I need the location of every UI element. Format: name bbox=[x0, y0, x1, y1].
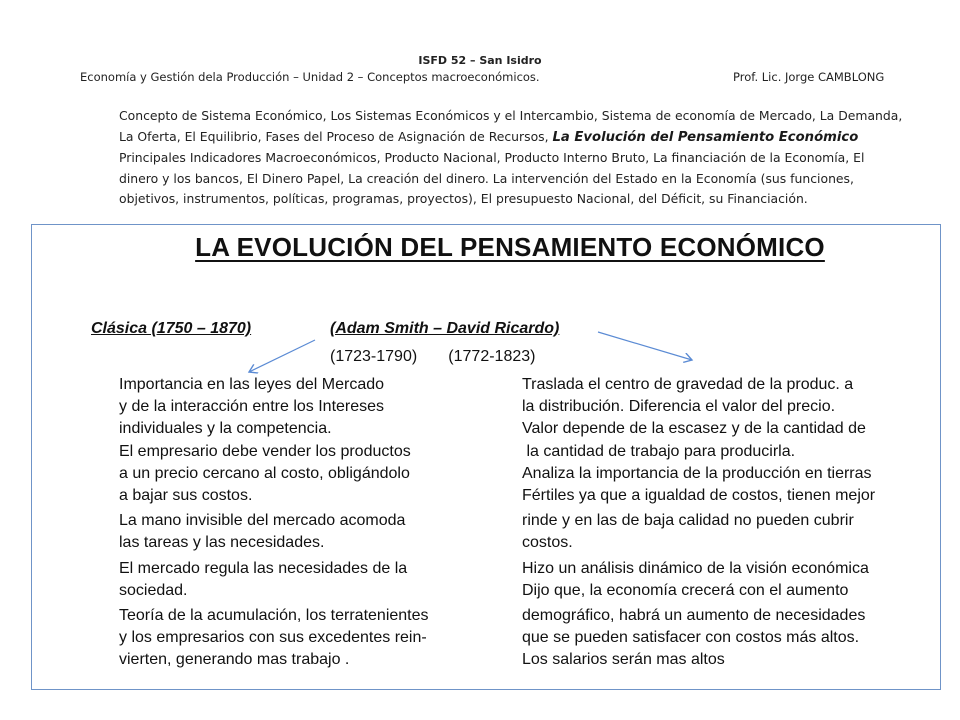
topics-line bbox=[119, 127, 944, 149]
ricardo-line: demográfico, habrá un aumento de necesidades bbox=[522, 607, 866, 625]
smith-paragraph bbox=[119, 558, 429, 602]
institution-title: ISFD 52 – San Isidro bbox=[418, 54, 542, 67]
topics-line: dinero y los bancos, El Dinero Papel, La creación del dinero. La intervención del Estado en la Economía (sus funciones, bbox=[119, 170, 854, 186]
smith-paragraph bbox=[119, 510, 429, 554]
ricardo-paragraph bbox=[522, 558, 875, 602]
ricardo-line: Traslada el centro de gravedad de la produc. a bbox=[522, 376, 854, 393]
topics-text: La Oferta, El Equilibrio, Fases del Proceso de Asignación de Recursos, bbox=[119, 128, 553, 144]
unit-topics bbox=[119, 106, 944, 210]
ricardo-line: Analiza la importancia de la producción en tierras bbox=[522, 464, 872, 482]
smith-line: individuales y la competencia. bbox=[119, 420, 332, 438]
smith-line: vierten, generando mas trabajo . bbox=[119, 651, 350, 669]
ricardo-line: Fértiles ya que a igualdad de costos, tienen mejor bbox=[522, 487, 876, 505]
ricardo-line: la distribución. Diferencia el valor del precio. bbox=[522, 398, 836, 416]
professor-name: Prof. Lic. Jorge CAMBLONG bbox=[733, 70, 885, 84]
ricardo-paragraph bbox=[522, 374, 875, 507]
slide-title: LA EVOLUCIÓN DEL PENSAMIENTO ECONÓMICO bbox=[195, 232, 825, 262]
ricardo-line: la cantidad de trabajo para producirla. bbox=[522, 442, 796, 460]
ricardo-line: costos. bbox=[522, 534, 573, 552]
ricardo-line: Los salarios serán mas altos bbox=[522, 651, 725, 669]
smith-line: La mano invisible del mercado acomoda bbox=[119, 512, 406, 530]
ricardo-line: rinde y en las de baja calidad no pueden cubrir bbox=[522, 512, 854, 530]
ricardo-column bbox=[522, 374, 875, 672]
smith-paragraph bbox=[119, 605, 429, 672]
smith-line: El mercado regula las necesidades de la bbox=[119, 559, 408, 577]
topics-line: Principales Indicadores Macroeconómicos, Producto Nacional, Producto Interno Bruto, La financiación de la Economía, El bbox=[119, 150, 865, 166]
smith-line: Teoría de la acumulación, los terratenientes bbox=[119, 607, 429, 625]
ricardo-paragraph bbox=[522, 605, 875, 672]
smith-line: y de la interacción entre los Intereses bbox=[119, 398, 385, 416]
smith-line: y los empresarios con sus excedentes rein- bbox=[119, 629, 427, 647]
topics-line: objetivos, instrumentos, políticas, programas, proyectos), El presupuesto Nacional, del Déficit, su Financiación. bbox=[119, 191, 808, 207]
topics-highlight: La Evolución del Pensamiento Económico bbox=[552, 129, 859, 145]
ricardo-paragraph bbox=[522, 510, 875, 554]
smith-column bbox=[119, 374, 429, 672]
smith-line: las tareas y las necesidades. bbox=[119, 534, 325, 552]
smith-line: El empresario debe vender los productos bbox=[119, 442, 411, 460]
ricardo-line: que se pueden satisfacer con costos más altos. bbox=[522, 629, 860, 647]
era-label: Clásica (1750 – 1870) bbox=[91, 320, 252, 337]
topics-line: Concepto de Sistema Económico, Los Sistemas Económicos y el Intercambio, Sistema de economía de Mercado, La Demanda, bbox=[119, 108, 903, 123]
course-subtitle: Economía y Gestión dela Producción – Unidad 2 – Conceptos macroeconómicos. bbox=[80, 70, 540, 84]
smith-line: a bajar sus costos. bbox=[119, 487, 253, 505]
ricardo-line: Dijo que, la economía crecerá con el aumento bbox=[522, 581, 849, 599]
ricardo-line: Valor depende de la escasez y de la cantidad de bbox=[522, 420, 866, 438]
author-years: (1723-1790) (1772-1823) bbox=[330, 348, 536, 365]
smith-line: a un precio cercano al costo, obligándolo bbox=[119, 464, 410, 482]
ricardo-line: Hizo un análisis dinámico de la visión económica bbox=[522, 559, 869, 577]
smith-paragraph bbox=[119, 374, 429, 507]
smith-line: Importancia en las leyes del Mercado bbox=[119, 376, 385, 393]
smith-line: sociedad. bbox=[119, 581, 188, 599]
authors-label: (Adam Smith – David Ricardo) bbox=[330, 320, 560, 337]
